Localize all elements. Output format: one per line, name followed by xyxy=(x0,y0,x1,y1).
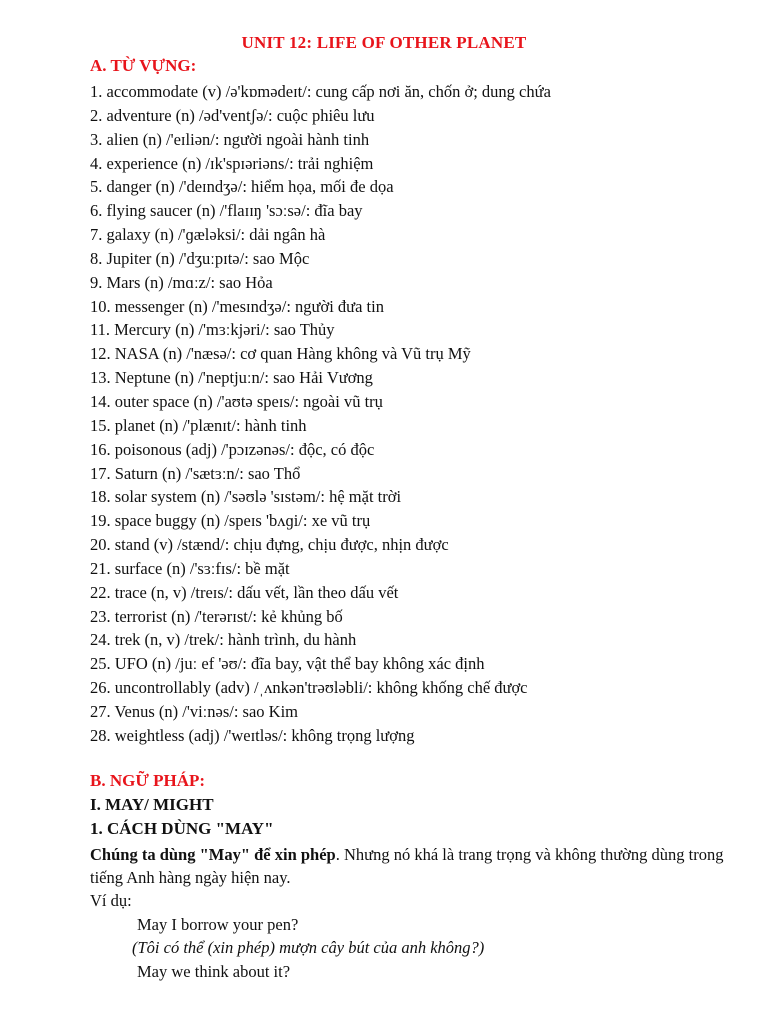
vocab-item: 21. surface (n) /'sɜːfɪs/: bề mặt xyxy=(90,558,290,578)
vocab-item: 28. weightless (adj) /'weɪtləs/: không trọng lượng xyxy=(90,725,415,745)
section-a-heading: A. TỪ VỰNG: xyxy=(90,56,197,75)
vocab-item: 23. terrorist (n) /'terərɪst/: kẻ khủng bố xyxy=(90,606,343,626)
vocab-item: 8. Jupiter (n) /'dʒuːpɪtə/: sao Mộc xyxy=(90,248,310,268)
vocab-item: 11. Mercury (n) /'mɜːkjəri/: sao Thủy xyxy=(90,320,335,340)
vocab-item: 12. NASA (n) /'næsə/: cơ quan Hàng không và Vũ trụ Mỹ xyxy=(90,344,471,364)
vocab-item: 2. adventure (n) /əd'ventʃə/: cuộc phiêu lưu xyxy=(90,105,375,125)
example-1-translation: (Tôi có thể (xin phép) mượn cây bút của anh không?) xyxy=(132,938,485,957)
vocab-item: 5. danger (n) /'deɪndʒə/: hiểm họa, mối đe dọa xyxy=(90,177,394,197)
example-2: May we think about it? xyxy=(137,962,291,981)
vocab-item: 16. poisonous (adj) /'pɔɪzənəs/: độc, có độc xyxy=(90,439,375,459)
unit-title: UNIT 12: LIFE OF OTHER PLANET xyxy=(241,33,527,52)
vocab-item: 10. messenger (n) /'mesɪndʒə/: người đưa tin xyxy=(90,296,384,316)
vocab-item: 3. alien (n) /'eɪliən/: người ngoài hành tinh xyxy=(90,129,370,149)
example-1: May I borrow your pen? xyxy=(137,915,299,934)
vocab-item: 18. solar system (n) /'səʊlə 'sɪstəm/: hệ mặt trời xyxy=(90,487,402,507)
grammar-heading: I. MAY/ MIGHT xyxy=(90,795,214,814)
vocab-item: 24. trek (n, v) /trek/: hành trình, du hành xyxy=(90,630,357,650)
usage-heading: 1. CÁCH DÙNG "MAY" xyxy=(90,819,274,838)
vocab-item: 15. planet (n) /'plænɪt/: hành tinh xyxy=(90,415,307,435)
example-label: Ví dụ: xyxy=(90,891,132,910)
vocab-item: 7. galaxy (n) /'ɡæləksi/: dải ngân hà xyxy=(90,225,326,245)
vocabulary-list xyxy=(90,80,551,748)
section-b-heading: B. NGỮ PHÁP: xyxy=(90,771,206,790)
vocab-item: 9. Mars (n) /mɑːz/: sao Hỏa xyxy=(90,272,273,292)
vocab-item: 19. space buggy (n) /speɪs 'bʌɡi/: xe vũ trụ xyxy=(90,511,371,531)
vocab-item: 14. outer space (n) /'aʊtə speɪs/: ngoài vũ trụ xyxy=(90,391,383,411)
vocab-item: 13. Neptune (n) /'neptjuːn/: sao Hải Vương xyxy=(90,368,373,388)
usage-rest-text: . Nhưng nó khá là trang trọng và không thường dùng trong tiếng Anh hàng ngày hiện nay. xyxy=(90,845,724,887)
vocab-item: 4. experience (n) /ɪk'spɪəriəns/: trải nghiệm xyxy=(90,153,374,173)
vocab-item: 1. accommodate (v) /ə'kɒmədeɪt/: cung cấp nơi ăn, chốn ở; dung chứa xyxy=(90,82,551,101)
vocab-item: 22. trace (n, v) /treɪs/: dấu vết, lần theo dấu vết xyxy=(90,582,399,602)
vocab-item: 26. uncontrollably (adv) /ˌʌnkən'trəʊləbli/: không khống chế được xyxy=(90,678,528,698)
vocab-item: 17. Saturn (n) /'sætɜːn/: sao Thổ xyxy=(90,463,301,483)
usage-paragraph xyxy=(90,843,730,889)
vocab-item: 27. Venus (n) /'viːnəs/: sao Kim xyxy=(90,701,298,721)
vocab-item: 25. UFO (n) /juː ef 'əʊ/: đĩa bay, vật thể bay không xác định xyxy=(90,654,485,674)
vocab-item: 6. flying saucer (n) /'flaɪɪŋ 'sɔːsə/: đĩa bay xyxy=(90,201,363,221)
usage-bold-text: Chúng ta dùng "May" để xin phép xyxy=(90,845,336,864)
vocab-item: 20. stand (v) /stænd/: chịu đựng, chịu được, nhịn được xyxy=(90,535,449,555)
